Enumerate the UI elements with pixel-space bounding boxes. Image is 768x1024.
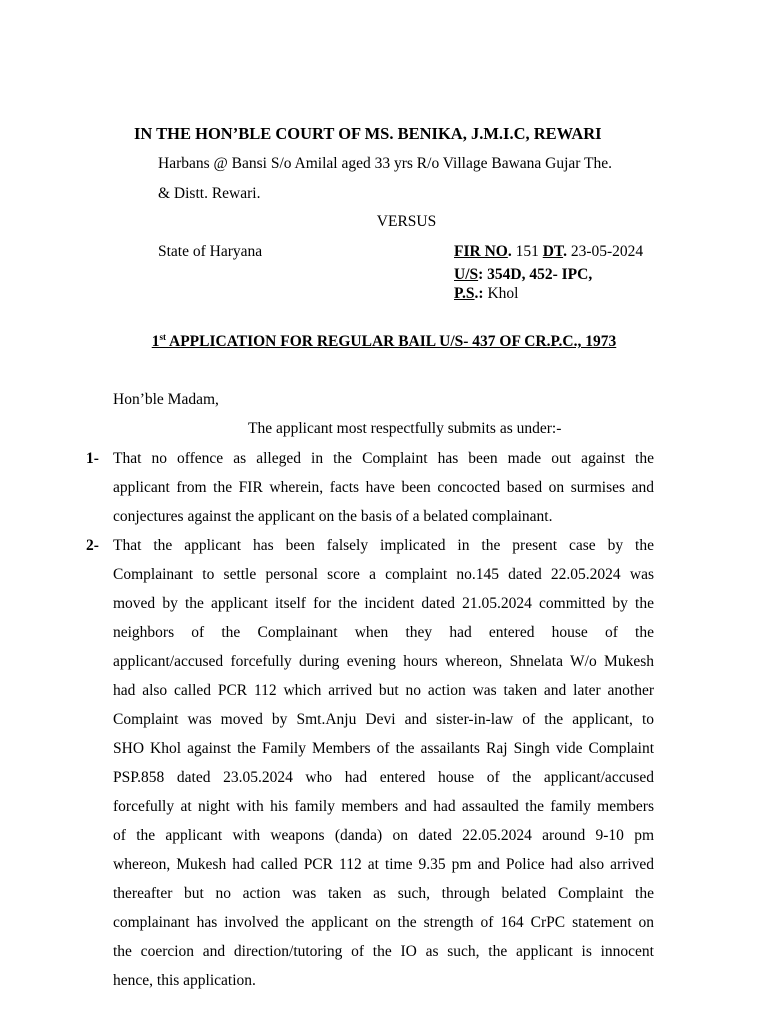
fir-details: FIR NO. 151 DT. 23-05-2024 bbox=[454, 243, 644, 260]
paragraph-line: applicant from the FIR wherein, facts have been concocted based on surmises and bbox=[113, 479, 654, 496]
application-title bbox=[0, 332, 768, 351]
us-label: U/S bbox=[454, 266, 479, 283]
sections-value: : 354D, 452- IPC, bbox=[478, 266, 593, 283]
fir-no-label: FIR NO bbox=[454, 243, 508, 260]
police-station-line: P.S.: Khol bbox=[454, 285, 519, 302]
paragraph-line: of the applicant with weapons (danda) on dated 22.05.2024 around 9-10 pm bbox=[113, 827, 654, 844]
court-title: IN THE HON’BLE COURT OF MS. BENIKA, J.M.I.C, REWARI bbox=[134, 124, 602, 143]
paragraph-line: the coercion and direction/tutoring of the IO as such, the applicant is innocent bbox=[113, 943, 654, 960]
paragraph-line: hence, this application. bbox=[113, 972, 256, 989]
submission-intro: The applicant most respectfully submits as under:- bbox=[248, 420, 562, 437]
paragraph-line: applicant/accused forcefully during evening hours whereon, Shnelata W/o Mukesh bbox=[113, 653, 654, 670]
paragraph-line: forcefully at night with his family members and had assaulted the family members bbox=[113, 798, 654, 815]
paragraph-line: SHO Khol against the Family Members of the assailants Raj Singh vide Complaint bbox=[113, 740, 654, 757]
versus-label: VERSUS bbox=[376, 213, 437, 230]
sections-line bbox=[454, 266, 592, 284]
paragraph-line: Complaint was moved by Smt.Anju Devi and sister-in-law of the applicant, to bbox=[113, 711, 654, 728]
title-text: APPLICATION FOR REGULAR BAIL U/S- 437 OF CR.P.C., 1973 bbox=[165, 333, 617, 350]
paragraph-text bbox=[113, 444, 654, 531]
paragraph-number: 2- bbox=[86, 537, 99, 554]
fir-date: 23-05-2024 bbox=[566, 243, 644, 260]
ps-value: Khol bbox=[483, 285, 519, 302]
paragraph-line: PSP.858 dated 23.05.2024 who had entered house of the applicant/accused bbox=[113, 769, 654, 786]
paragraph-line: complainant has involved the applicant on the strength of 164 CrPC statement on bbox=[113, 914, 654, 931]
salutation: Hon’ble Madam, bbox=[113, 391, 219, 408]
title-ordinal: 1 bbox=[151, 333, 160, 350]
paragraph-line: had also called PCR 112 which arrived but no action was taken and later another bbox=[113, 682, 654, 699]
petitioner-line-1: Harbans @ Bansi S/o Amilal aged 33 yrs R/o Village Bawana Gujar The. bbox=[158, 155, 613, 172]
paragraph-line: Complainant to settle personal score a complaint no.145 dated 22.05.2024 was bbox=[113, 566, 654, 583]
paragraph-number: 1- bbox=[86, 450, 99, 467]
paragraph-line: thereafter but no action was taken as such, through belated Complaint the bbox=[113, 885, 654, 902]
fir-date-label: DT bbox=[542, 243, 564, 260]
title-ordinal-suffix: st bbox=[159, 332, 166, 342]
paragraph-line: conjectures against the applicant on the basis of a belated complainant. bbox=[113, 508, 553, 525]
paragraph-line: neighbors of the Complainant when they had entered house of the bbox=[113, 624, 654, 641]
paragraph-text bbox=[113, 531, 654, 995]
ps-label: P.S bbox=[454, 285, 475, 302]
petitioner-line-2: & Distt. Rewari. bbox=[158, 185, 261, 202]
paragraph-line: That the applicant has been falsely implicated in the present case by the bbox=[113, 537, 654, 554]
fir-number: 151 bbox=[511, 243, 543, 260]
paragraph-line: whereon, Mukesh had called PCR 112 at time 9.35 pm and Police had also arrived bbox=[113, 856, 654, 873]
paragraph-line: That no offence as alleged in the Complaint has been made out against the bbox=[113, 450, 654, 467]
paragraph-line: moved by the applicant itself for the incident dated 21.05.2024 committed by the bbox=[113, 595, 654, 612]
respondent-name: State of Haryana bbox=[158, 243, 263, 260]
